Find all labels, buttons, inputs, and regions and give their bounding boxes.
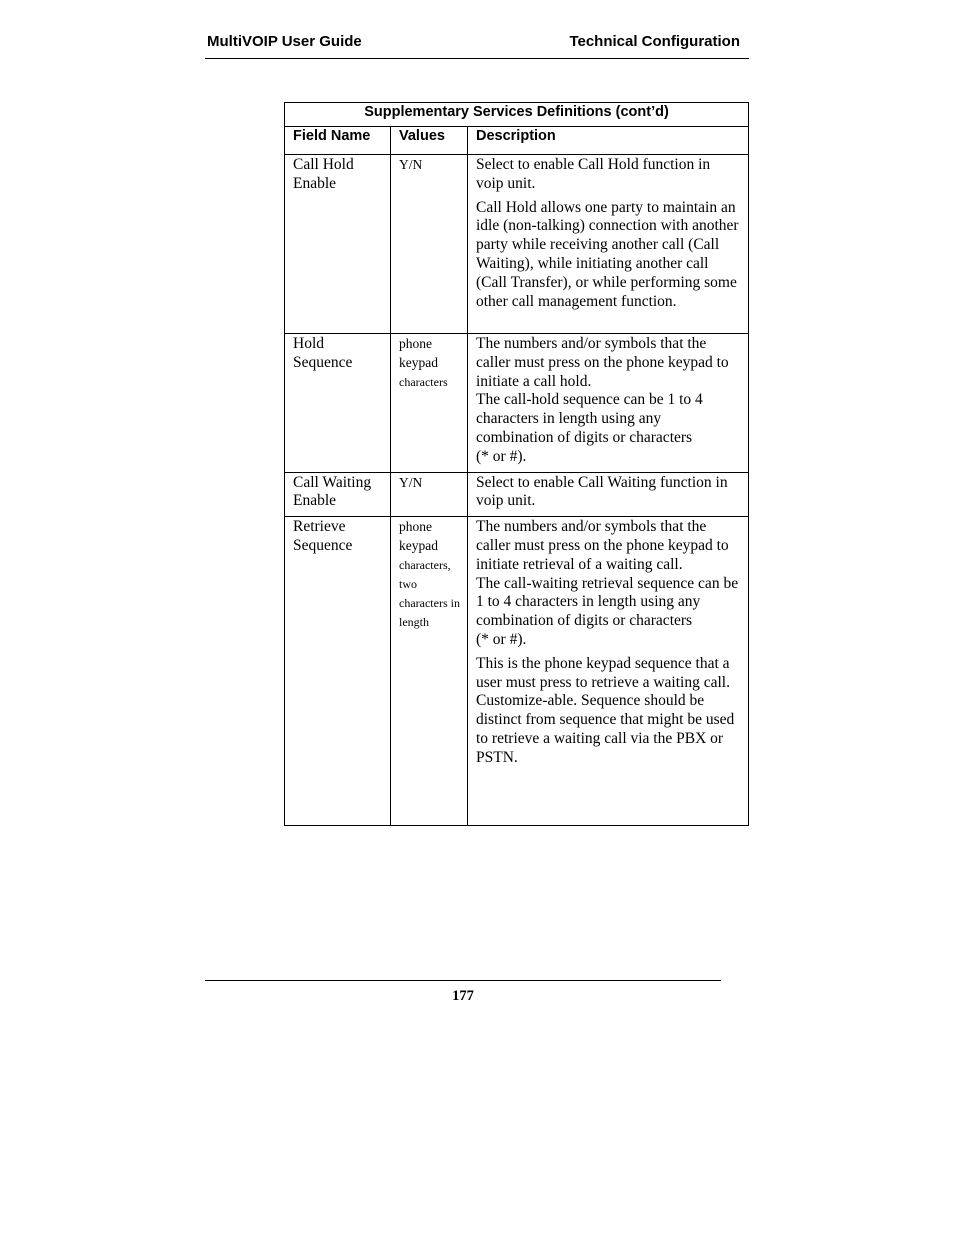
field-name-cell: Call Waiting Enable [285,472,391,517]
value-text: phone keypad [399,519,438,553]
values-cell [391,472,468,517]
description-cell [468,517,749,826]
field-name-cell: Hold Sequence [285,334,391,473]
description-paragraph: Select to enable Call Hold function in voip unit. [476,156,711,192]
table-row [285,155,749,334]
header-rule [205,58,749,59]
value-text: Y/N [399,157,423,172]
value-text: phone keypad [399,336,438,370]
table-row [285,472,749,517]
values-cell [391,517,468,826]
column-header-field-name: Field Name [285,127,391,155]
field-name-cell: Retrieve Sequence [285,517,391,826]
description-line: The numbers and/or symbols that the caller must press on the phone keypad to initiate a call hold. [476,335,729,390]
value-text: characters, two characters in length [399,557,460,629]
description-line: (* or #). [476,447,527,465]
description-line: (* or #). [476,630,527,648]
description-paragraph: Select to enable Call Waiting function in voip unit. [476,473,728,510]
column-header-values: Values [391,127,468,155]
column-header-description: Description [468,127,749,155]
table-row [285,334,749,473]
table-caption-row [285,103,749,127]
running-header-section: Technical Configuration [569,33,740,50]
value-text: characters [399,374,448,389]
field-name-cell: Call Hold Enable [285,155,391,334]
description-line: The call-waiting retrieval sequence can be 1 to 4 characters in length using any combination of digits or characters [476,574,739,630]
value-text: Y/N [399,474,423,490]
description-paragraph: This is the phone keypad sequence that a user must press to retrieve a waiting call. Customize-able. Sequence should be distinct from sequence that might be used to retrieve a waiting call via the PBX or PSTN. [476,654,735,766]
description-line: The call-hold sequence can be 1 to 4 characters in length using any combination of digits or characters [476,391,703,446]
description-line: The numbers and/or symbols that the caller must press on the phone keypad to initiate retrieval of a waiting call. [476,518,729,573]
description-cell [468,472,749,517]
values-cell [391,155,468,334]
table-row [285,517,749,826]
values-cell [391,334,468,473]
running-header-title: MultiVOIP User Guide [207,33,362,50]
table-header-row [285,127,749,155]
description-cell [468,155,749,334]
page-number: 177 [452,988,474,1004]
description-paragraph: Call Hold allows one party to maintain an idle (non-talking) connection with another party while receiving another call (Call Waiting), while initiating another call (Call Transfer), or while performing some other call management function. [476,198,739,310]
footer-rule [205,980,721,981]
definitions-table [284,102,749,826]
table-caption: Supplementary Services Definitions (cont’d) [285,103,749,127]
description-cell [468,334,749,473]
